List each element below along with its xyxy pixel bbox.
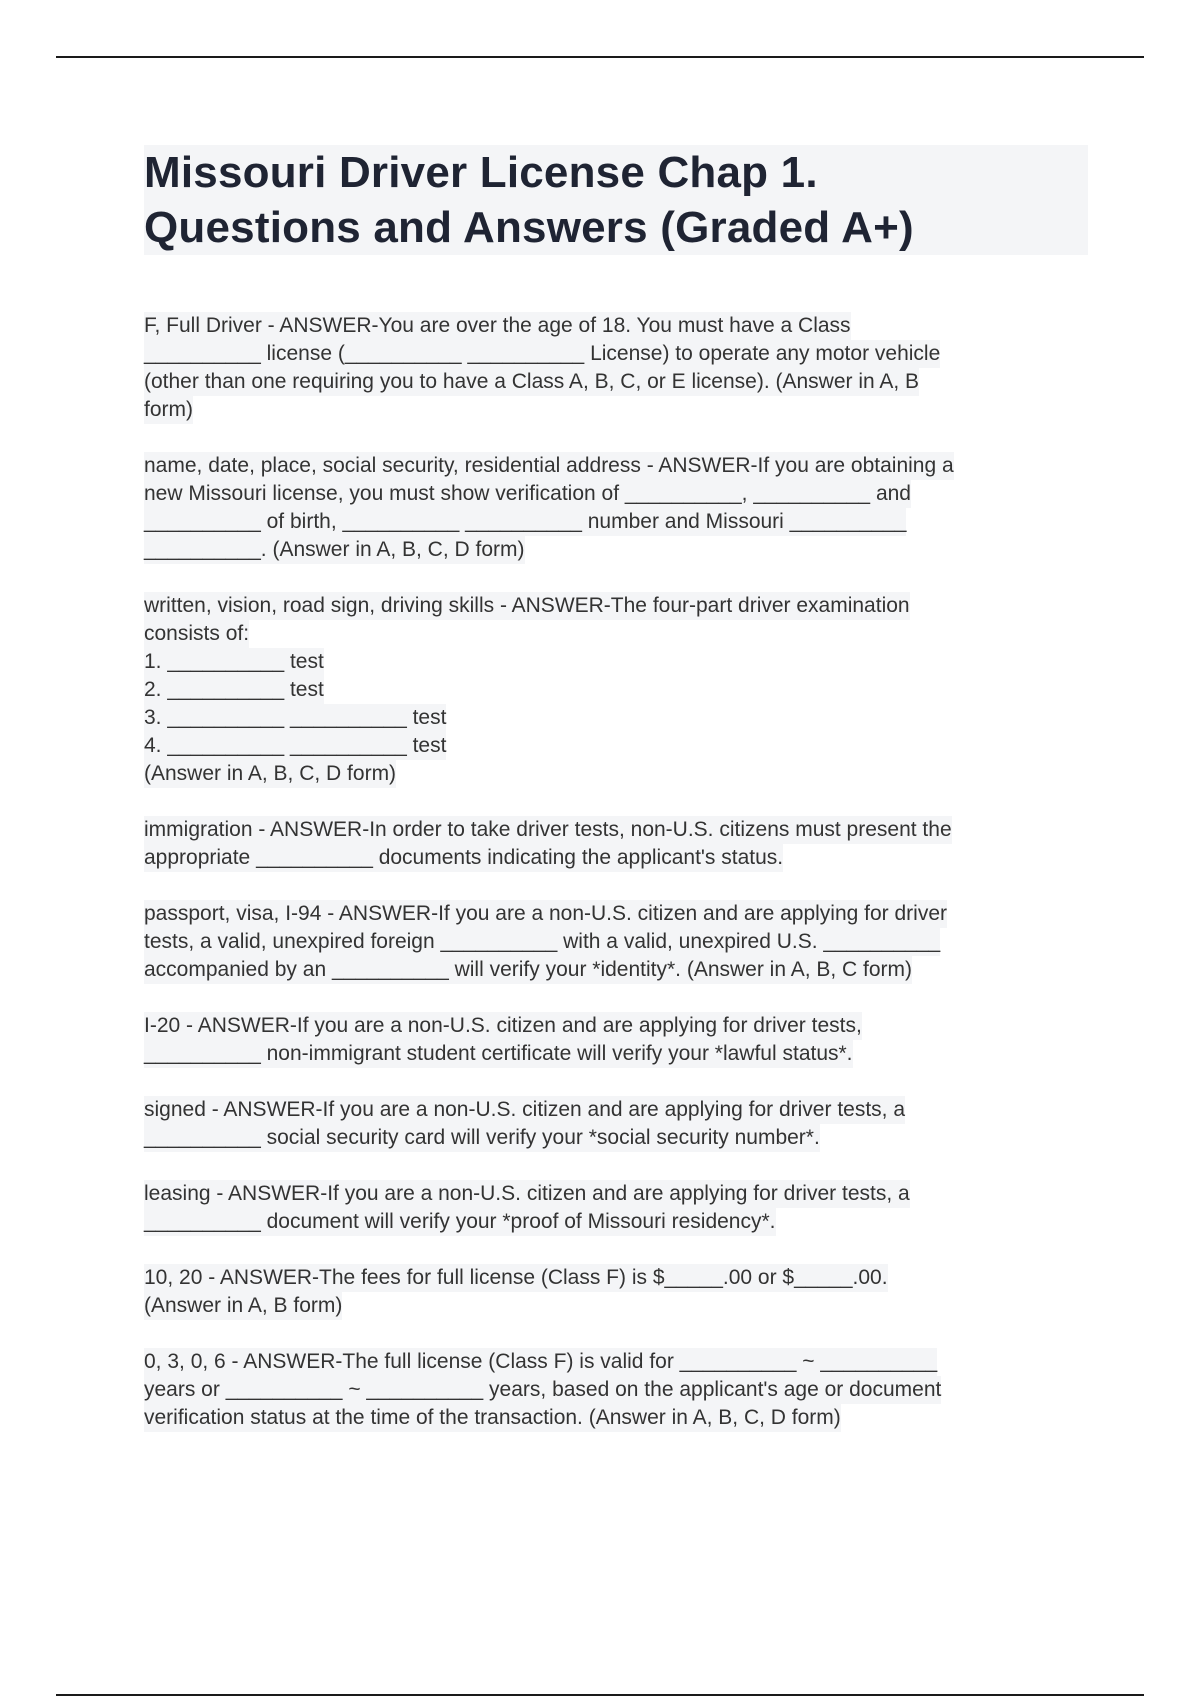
qa-item [144, 452, 1084, 564]
qa-line: F, Full Driver - ANSWER-You are over the age of 18. You must have a Class [144, 312, 851, 340]
qa-item [144, 1348, 1084, 1432]
document-title [144, 145, 1088, 255]
title-block [144, 145, 1088, 255]
title-line-2: Questions and Answers (Graded A+) [144, 203, 914, 252]
qa-line: consists of: [144, 620, 249, 648]
qa-line: accompanied by an __________ will verify your *identity*. (Answer in A, B, C form) [144, 956, 912, 984]
bottom-rule [56, 1694, 1144, 1696]
qa-line: 10, 20 - ANSWER-The fees for full license (Class F) is $_____.00 or $_____.00. [144, 1264, 888, 1292]
qa-line: name, date, place, social security, residential address - ANSWER-If you are obtaining a [144, 452, 954, 480]
qa-item [144, 1012, 1084, 1068]
qa-line: 4. __________ __________ test [144, 732, 446, 760]
title-line-1: Missouri Driver License Chap 1. [144, 148, 818, 197]
qa-item [144, 900, 1084, 984]
qa-line: 0, 3, 0, 6 - ANSWER-The full license (Class F) is valid for __________ ~ __________ [144, 1348, 937, 1376]
qa-line: tests, a valid, unexpired foreign __________ with a valid, unexpired U.S. __________ [144, 928, 940, 956]
qa-list [144, 312, 1084, 1460]
qa-line: __________. (Answer in A, B, C, D form) [144, 536, 525, 564]
qa-item [144, 312, 1084, 424]
qa-item [144, 1180, 1084, 1236]
qa-line: written, vision, road sign, driving skills - ANSWER-The four-part driver examination [144, 592, 910, 620]
qa-item [144, 816, 1084, 872]
qa-line: passport, visa, I-94 - ANSWER-If you are a non-U.S. citizen and are applying for driver [144, 900, 947, 928]
qa-line: new Missouri license, you must show verification of __________, __________ and [144, 480, 911, 508]
qa-line: I-20 - ANSWER-If you are a non-U.S. citizen and are applying for driver tests, [144, 1012, 862, 1040]
qa-line: __________ license (__________ __________ License) to operate any motor vehicle [144, 340, 940, 368]
qa-line: years or __________ ~ __________ years, based on the applicant's age or document [144, 1376, 941, 1404]
qa-line: (Answer in A, B form) [144, 1292, 342, 1320]
qa-line: (Answer in A, B, C, D form) [144, 760, 396, 788]
qa-line: signed - ANSWER-If you are a non-U.S. citizen and are applying for driver tests, a [144, 1096, 905, 1124]
qa-item [144, 592, 1084, 788]
qa-line: 1. __________ test [144, 648, 324, 676]
qa-line: __________ non-immigrant student certificate will verify your *lawful status*. [144, 1040, 853, 1068]
qa-line: __________ of birth, __________ __________ number and Missouri __________ [144, 508, 906, 536]
qa-item [144, 1096, 1084, 1152]
qa-line: 3. __________ __________ test [144, 704, 446, 732]
qa-line: (other than one requiring you to have a Class A, B, C, or E license). (Answer in A, B [144, 368, 919, 396]
qa-line: __________ document will verify your *proof of Missouri residency*. [144, 1208, 776, 1236]
top-rule [56, 56, 1144, 58]
qa-line: verification status at the time of the transaction. (Answer in A, B, C, D form) [144, 1404, 841, 1432]
qa-line: appropriate __________ documents indicating the applicant's status. [144, 844, 783, 872]
qa-line: form) [144, 396, 193, 424]
qa-item [144, 1264, 1084, 1320]
qa-line: __________ social security card will verify your *social security number*. [144, 1124, 820, 1152]
qa-line: 2. __________ test [144, 676, 324, 704]
qa-line: immigration - ANSWER-In order to take driver tests, non-U.S. citizens must present the [144, 816, 952, 844]
qa-line: leasing - ANSWER-If you are a non-U.S. citizen and are applying for driver tests, a [144, 1180, 910, 1208]
